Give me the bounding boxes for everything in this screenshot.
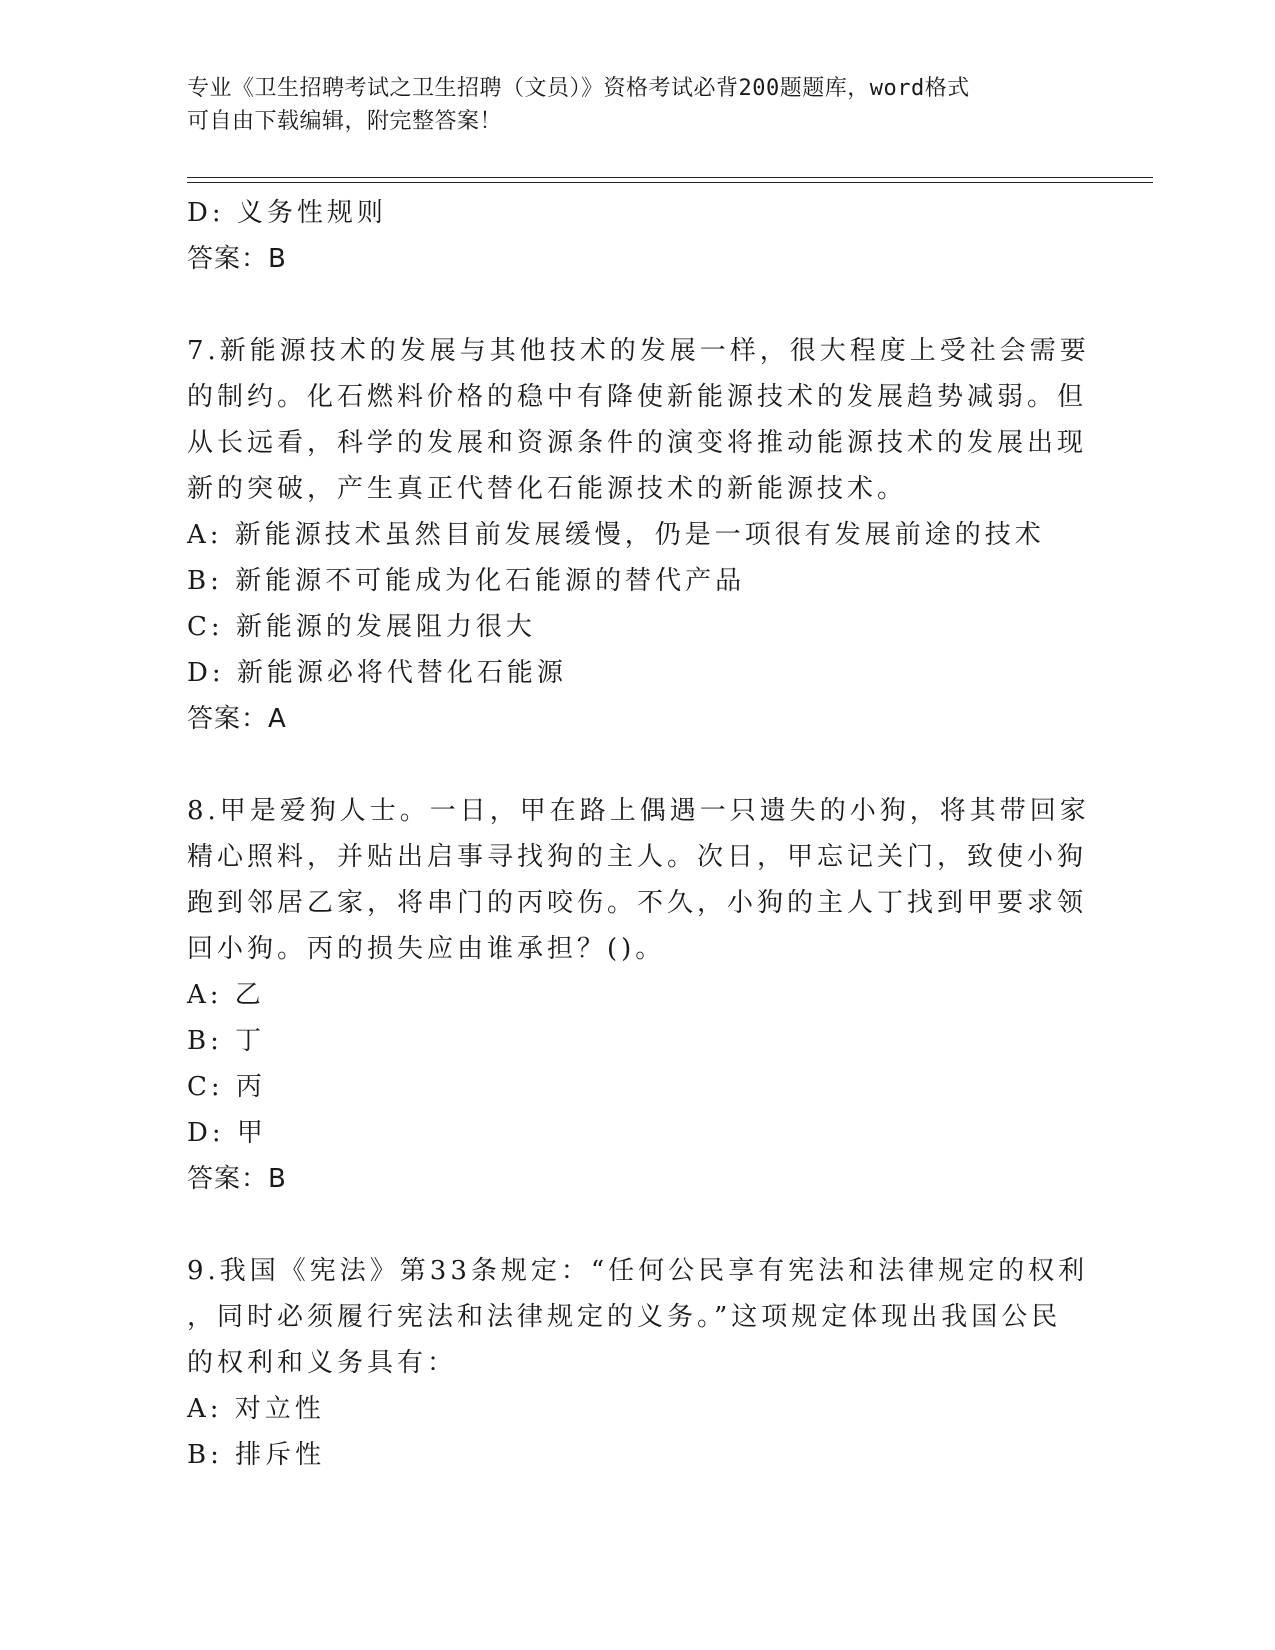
option-line: A: 乙 (187, 980, 265, 1010)
answer-line: 答案：B (187, 1164, 287, 1194)
question-line: 的权利和义务具有： (187, 1348, 458, 1378)
question-line: 的制约。化石燃料价格的稳中有降使新能源技术的发展趋势减弱。但 (187, 382, 1088, 412)
header-rule-top (187, 177, 1153, 178)
question-line: 精心照料，并贴出启事寻找狗的主人。次日，甲忘记关门，致使小狗 (187, 842, 1088, 872)
header-title-line-1: 专业《卫生招聘考试之卫生招聘（文员）》资格考试必背200题题库，word格式 (187, 76, 970, 101)
option-line: B: 丁 (187, 1026, 266, 1056)
header-rule-bottom (187, 182, 1153, 183)
question-line: 7.新能源技术的发展与其他技术的发展一样，很大程度上受社会需要 (187, 336, 1090, 366)
question-line: 回小狗。丙的损失应由谁承担？()。 (187, 934, 666, 964)
question-line: 9.我国《宪法》第33条规定：“任何公民享有宪法和法律规定的权利 (187, 1256, 1089, 1286)
option-line: B: 排斥性 (187, 1440, 326, 1470)
paragraph-gap (187, 282, 1087, 328)
option-line: B: 新能源不可能成为化石能源的替代产品 (187, 566, 746, 596)
answer-line: 答案：A (187, 704, 287, 734)
option-line: A: 新能源技术虽然目前发展缓慢，仍是一项很有发展前途的技术 (187, 520, 1045, 550)
option-line: D: 甲 (187, 1118, 267, 1148)
option-line: C: 丙 (187, 1072, 266, 1102)
answer-line: 答案：B (187, 244, 287, 274)
question-line: 从长远看，科学的发展和资源条件的演变将推动能源技术的发展出现 (187, 428, 1088, 458)
question-line: 新的突破，产生真正代替化石能源技术的新能源技术。 (187, 474, 908, 504)
paragraph-gap (187, 1202, 1087, 1248)
option-line: C: 新能源的发展阻力很大 (187, 612, 536, 642)
paragraph-gap (187, 742, 1087, 788)
question-line: ，同时必须履行宪法和法律规定的义务。”这项规定体现出我国公民 (187, 1302, 1062, 1332)
question-line: 跑到邻居乙家，将串门的丙咬伤。不久，小狗的主人丁找到甲要求领 (187, 888, 1088, 918)
option-line: A: 对立性 (187, 1394, 325, 1424)
question-content (187, 190, 1090, 1478)
document-header (187, 72, 1067, 138)
header-title-line-2: 可自由下载编辑，附完整答案！ (187, 109, 503, 134)
question-line: 8.甲是爱狗人士。一日，甲在路上偶遇一只遗失的小狗，将其带回家 (187, 796, 1090, 826)
option-line: D: 新能源必将代替化石能源 (187, 658, 567, 688)
option-line: D: 义务性规则 (187, 198, 387, 228)
